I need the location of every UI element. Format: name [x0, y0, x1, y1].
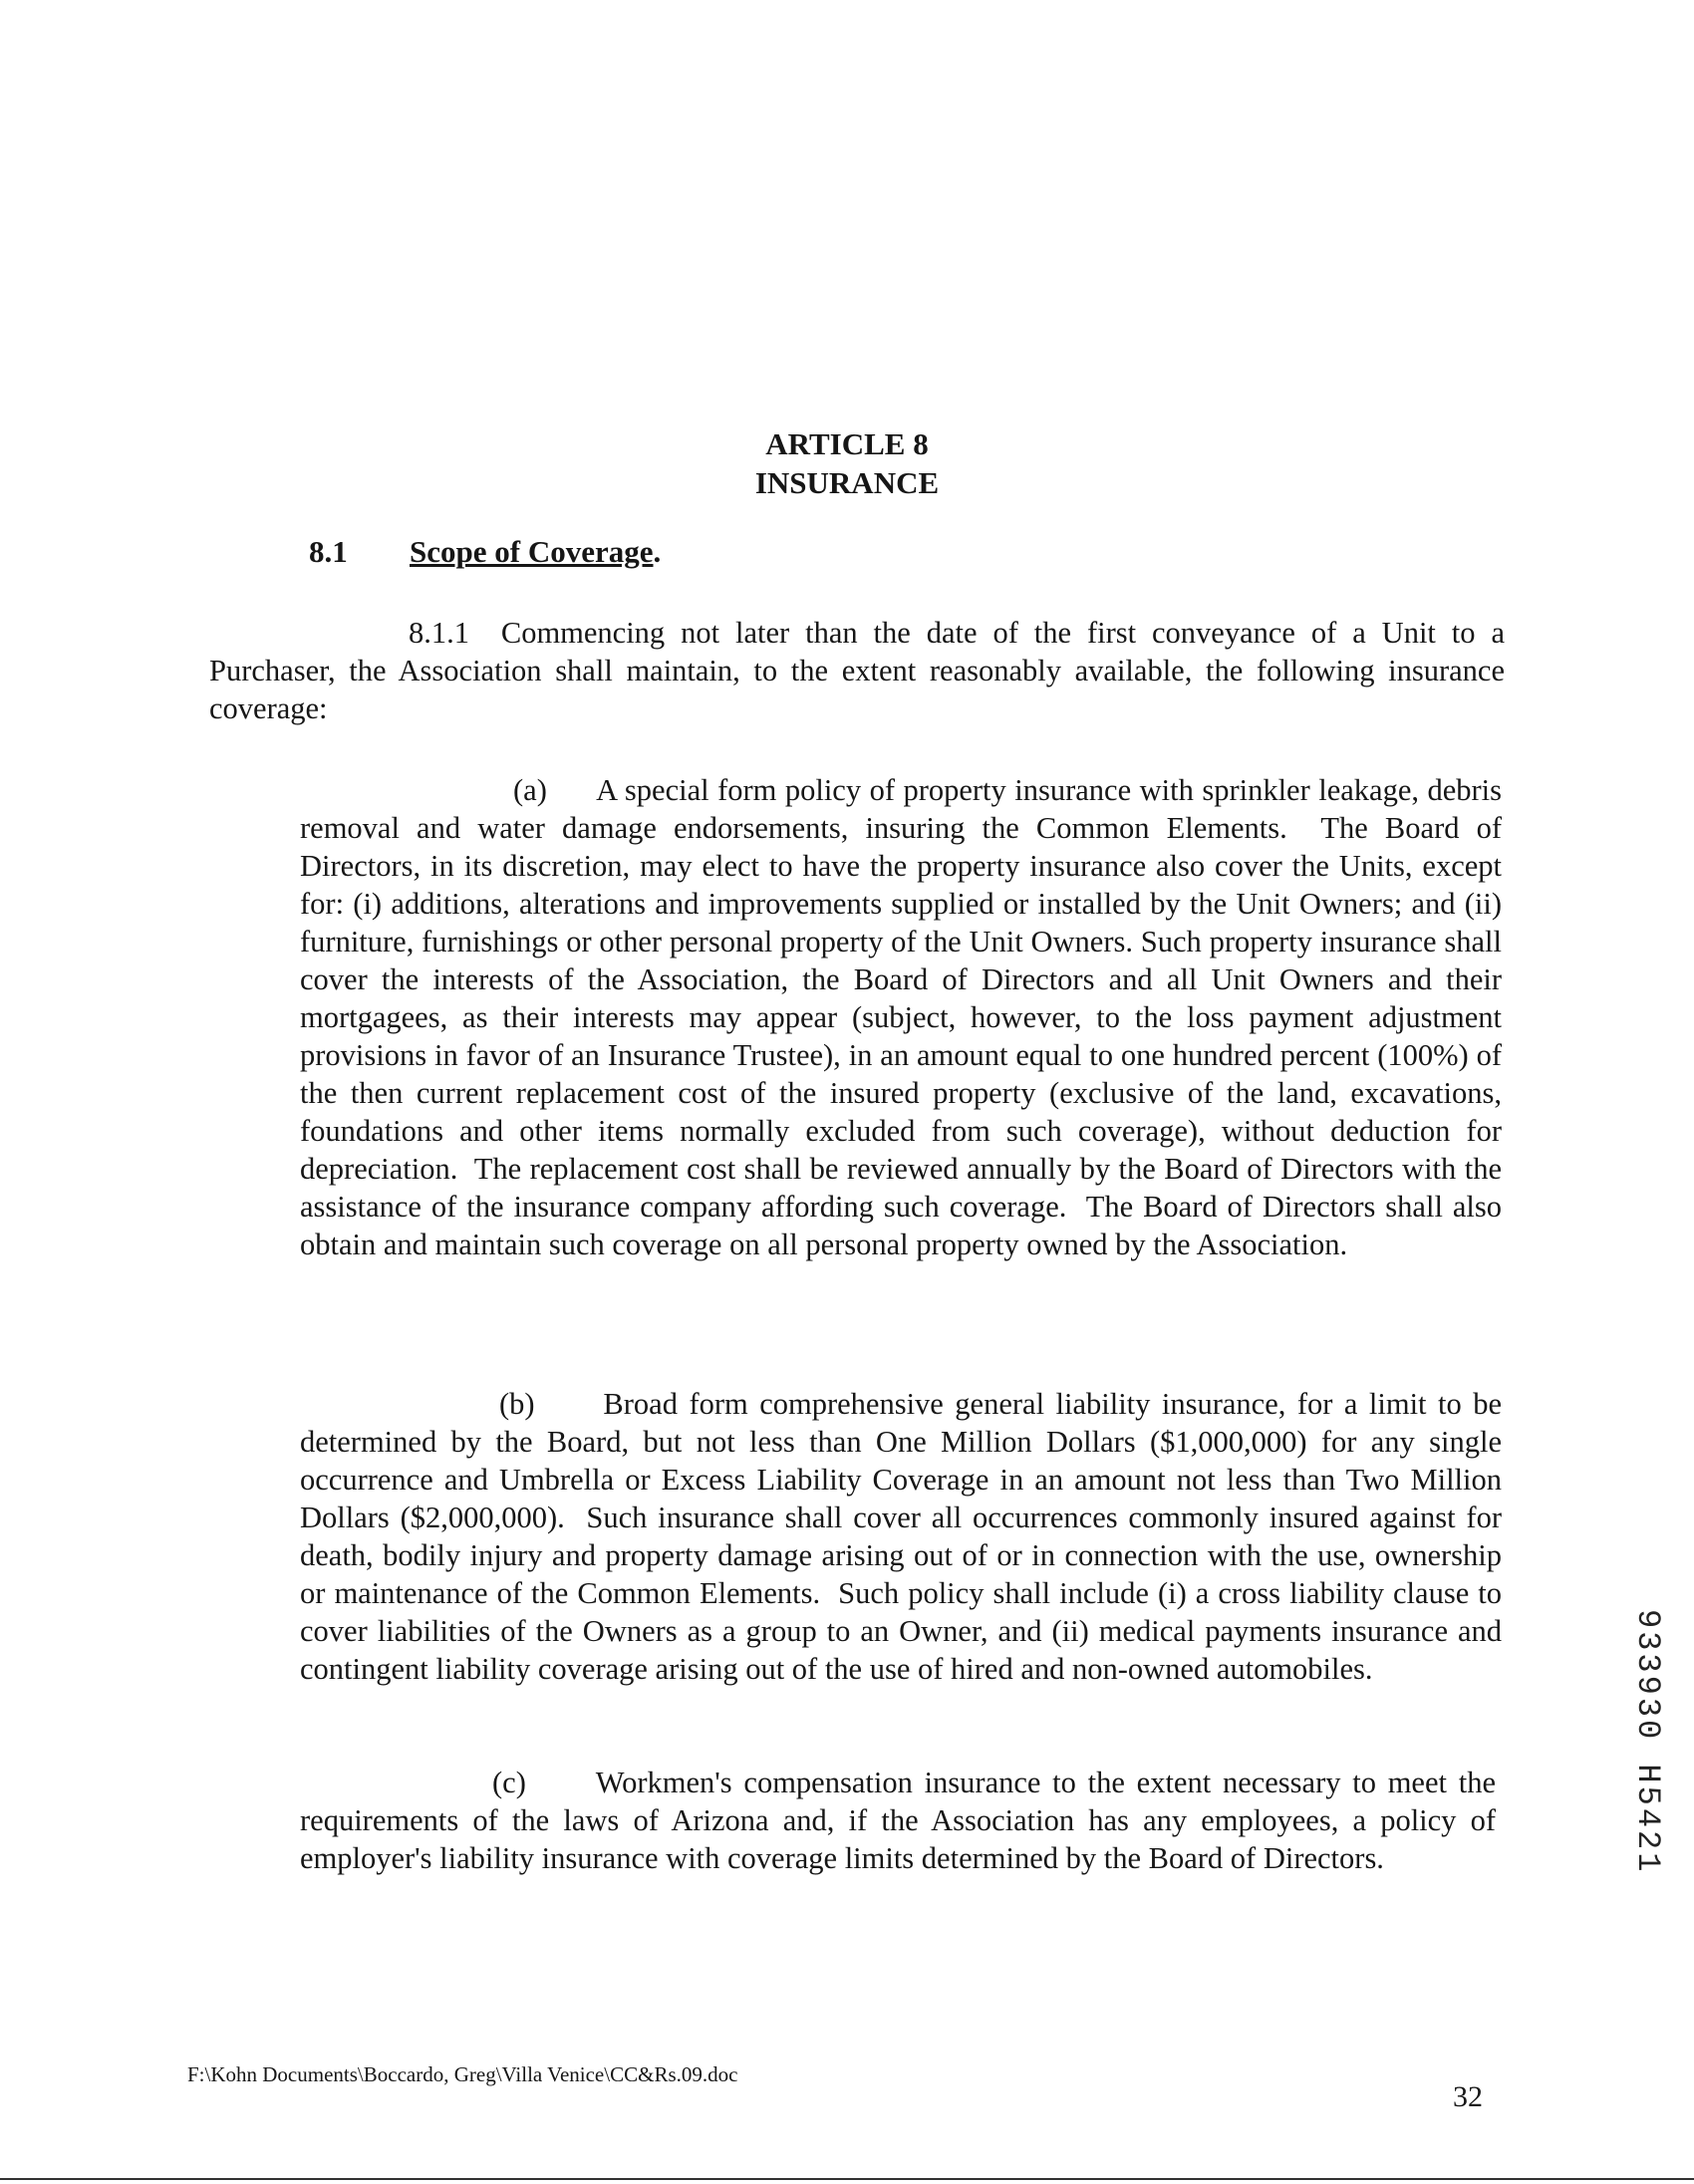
section-heading: [410, 534, 661, 570]
section-title: Scope of Coverage: [410, 534, 654, 569]
paragraph-c: (c) Workmen's compensation insurance to the extent necessary to meet the requirements of the laws of Arizona and, if the Association has any employees, a policy of employer's liability insurance with coverage limits determined by the Board of Directors.: [300, 1766, 1504, 1875]
section-title-period: .: [653, 534, 662, 569]
side-stamp: 933930 H5421: [1629, 1609, 1666, 1875]
section-number: 8.1: [309, 534, 348, 569]
paragraph-b: (b) Broad form comprehensive general liability insurance, for a limit to be determined by the Board, but not less than One Million Dollars ($1,000,000) for any single occurrence and Umbrella or Excess Liability Coverage in an amount not less than Two Million Dollars ($2,000,000). Such insurance shall cover all occurrences commonly insured against for death, bodily injury and property damage arising out of or in connection with the use, ownership or maintenance of the Common Elements. Such policy shall include (i) a cross liability clause to cover liabilities of the Owners as a group to an Owner, and (ii) medical payments insurance and contingent liability coverage arising out of the use of hired and non-owned automobiles.: [300, 1387, 1510, 1686]
article-title: INSURANCE: [754, 465, 940, 500]
paragraph-a: (a) A special form policy of property insurance with sprinkler leakage, debris removal and water damage endorsements, insuring the Common Elements. The Board of Directors, in its discretion, may elect to have the property insurance also cover the Units, except for: (i) additions, alterations and improvements supplied or installed by the Unit Owners; and (ii) furniture, furnishings or other personal property of the Unit Owners. Such property insurance shall cover the interests of the Association, the Board of Directors and all Unit Owners and their mortgagees, as their interests may appear (subject, however, to the loss payment adjustment provisions in favor of an Insurance Trustee), in an amount equal to one hundred percent (100%) of the then current replacement cost of the insured property (exclusive of the land, excavations, foundations and other items normally excluded from such coverage), without deduction for depreciation. The replacement cost shall be reviewed annually by the Board of Directors with the assistance of the insurance company affording such coverage. The Board of Directors shall also obtain and maintain such coverage on all personal property owned by the Association.: [300, 773, 1510, 1261]
paragraph-8-1-1: 8.1.1 Commencing not later than the date of the first conveyance of a Unit to a Purchaser, the Association shall maintain, to the extent reasonably available, the following insurance coverage:: [209, 616, 1513, 725]
footer-file-path: F:\Kohn Documents\Boccardo, Greg\Villa Venice\CC&Rs.09.doc: [187, 2062, 738, 2086]
article-number: ARTICLE 8: [765, 426, 929, 461]
page-number: 32: [1453, 2080, 1483, 2113]
bottom-border: [0, 2178, 1694, 2180]
